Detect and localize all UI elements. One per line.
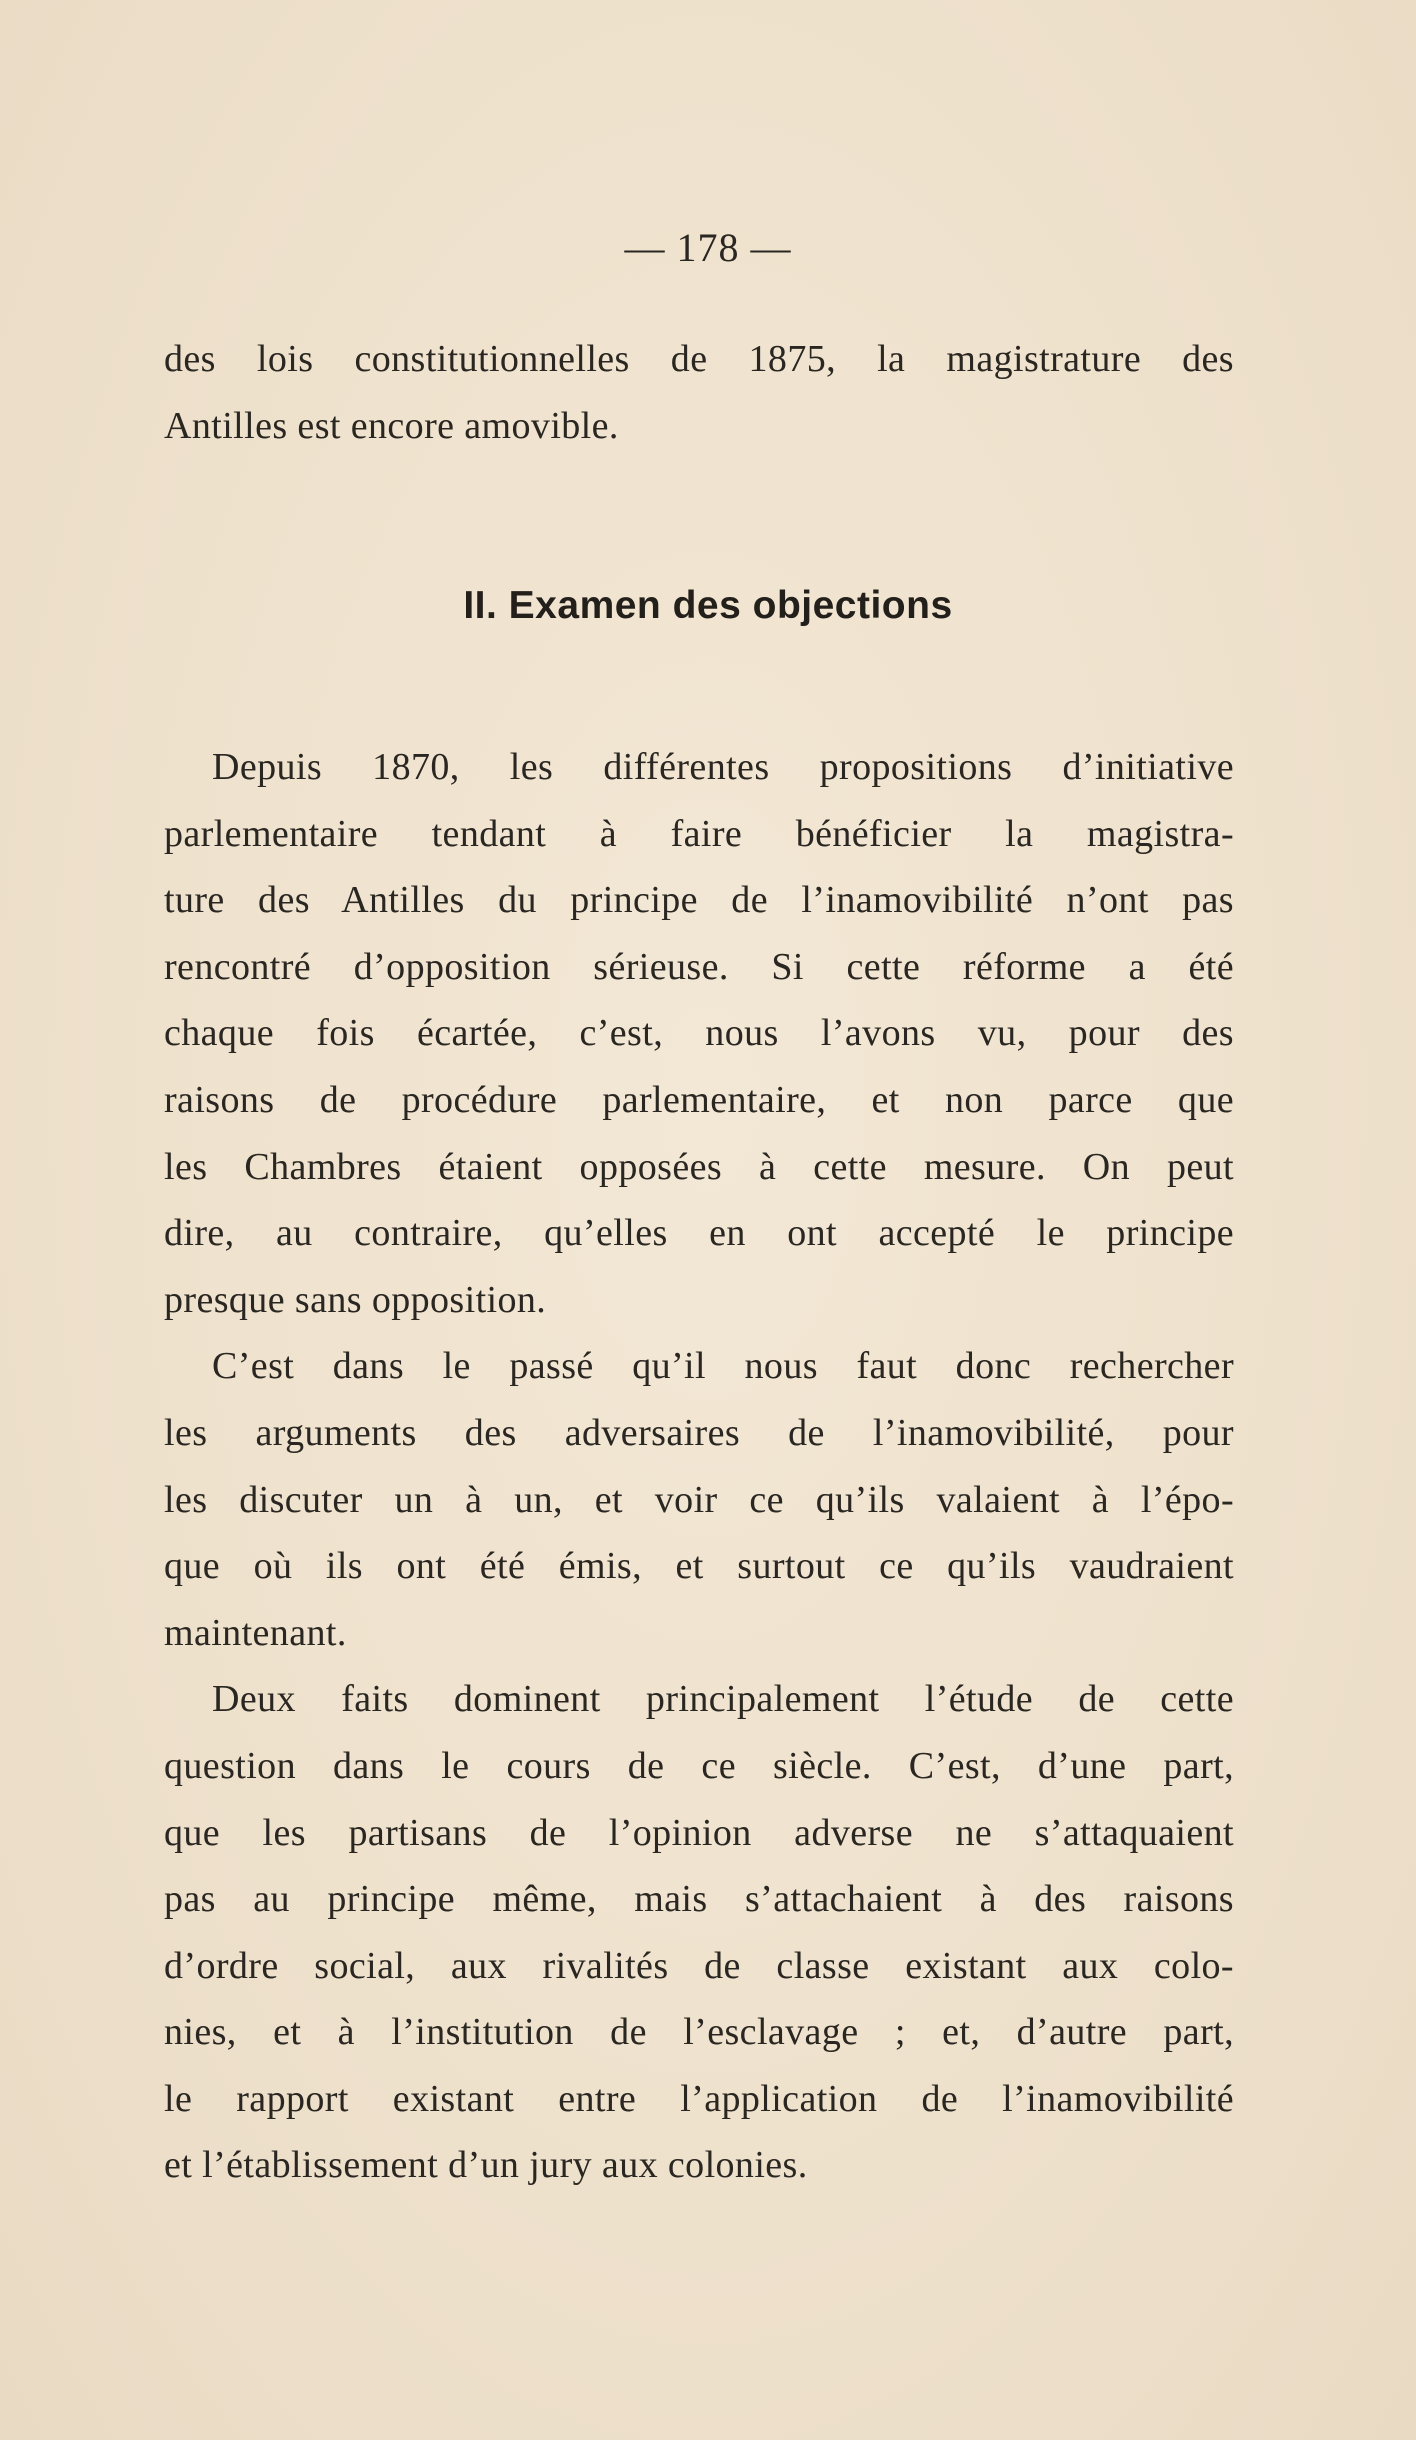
text-line: les Chambres étaient opposées à cette mesure. On peut — [164, 1145, 1234, 1188]
text-line: que où ils ont été émis, et surtout ce qu’ils vaudraient — [164, 1545, 1234, 1588]
text-line: Depuis 1870, les différentes propositions d’initiative — [212, 746, 1234, 788]
text-line: d’ordre social, aux rivalités de classe existant aux colo- — [164, 1944, 1234, 1987]
page-number: — 178 — — [624, 225, 792, 270]
text-line: Deux faits dominent principalement l’étude de cette — [212, 1678, 1234, 1721]
text-line: les arguments des adversaires de l’inamovibilité, pour — [164, 1411, 1234, 1454]
text-line: C’est dans le passé qu’il nous faut donc rechercher — [212, 1345, 1234, 1388]
text-line: raisons de procédure parlementaire, et non parce que — [164, 1078, 1234, 1121]
text-line: rencontré d’opposition sérieuse. Si cette réforme a été — [164, 945, 1234, 988]
body-text — [164, 734, 1234, 2199]
text-line: presque sans opposition. — [164, 1278, 547, 1321]
text-line: que les partisans de l’opinion adverse ne s’attaquaient — [164, 1811, 1234, 1854]
text-line: et l’établissement d’un jury aux colonies. — [164, 2144, 808, 2187]
intro-paragraph — [164, 326, 1234, 459]
text-line: dire, au contraire, qu’elles en ont accepté le principe — [164, 1212, 1234, 1255]
text-line: parlementaire tendant à faire bénéficier la magistra- — [164, 812, 1234, 855]
text-line: chaque fois écartée, c’est, nous l’avons vu, pour des — [164, 1012, 1234, 1055]
section-heading: II. Examen des objections — [463, 584, 953, 627]
text-line: maintenant. — [164, 1611, 347, 1654]
text-line: pas au principe même, mais s’attachaient à des raisons — [164, 1878, 1234, 1921]
text-line: nies, et à l’institution de l’esclavage ; et, d’autre part, — [164, 2011, 1234, 2054]
text-line: question dans le cours de ce siècle. C’est, d’une part, — [164, 1744, 1234, 1787]
text-line: des lois constitutionnelles de 1875, la magistrature des — [164, 338, 1234, 380]
text-line: le rapport existant entre l’application de l’inamovibilité — [164, 2077, 1234, 2120]
text-line: Antilles est encore amovible. — [164, 404, 619, 447]
text-line: les discuter un à un, et voir ce qu’ils valaient à l’épo- — [164, 1478, 1234, 1521]
text-line: ture des Antilles du principe de l’inamovibilité n’ont pas — [164, 879, 1234, 922]
